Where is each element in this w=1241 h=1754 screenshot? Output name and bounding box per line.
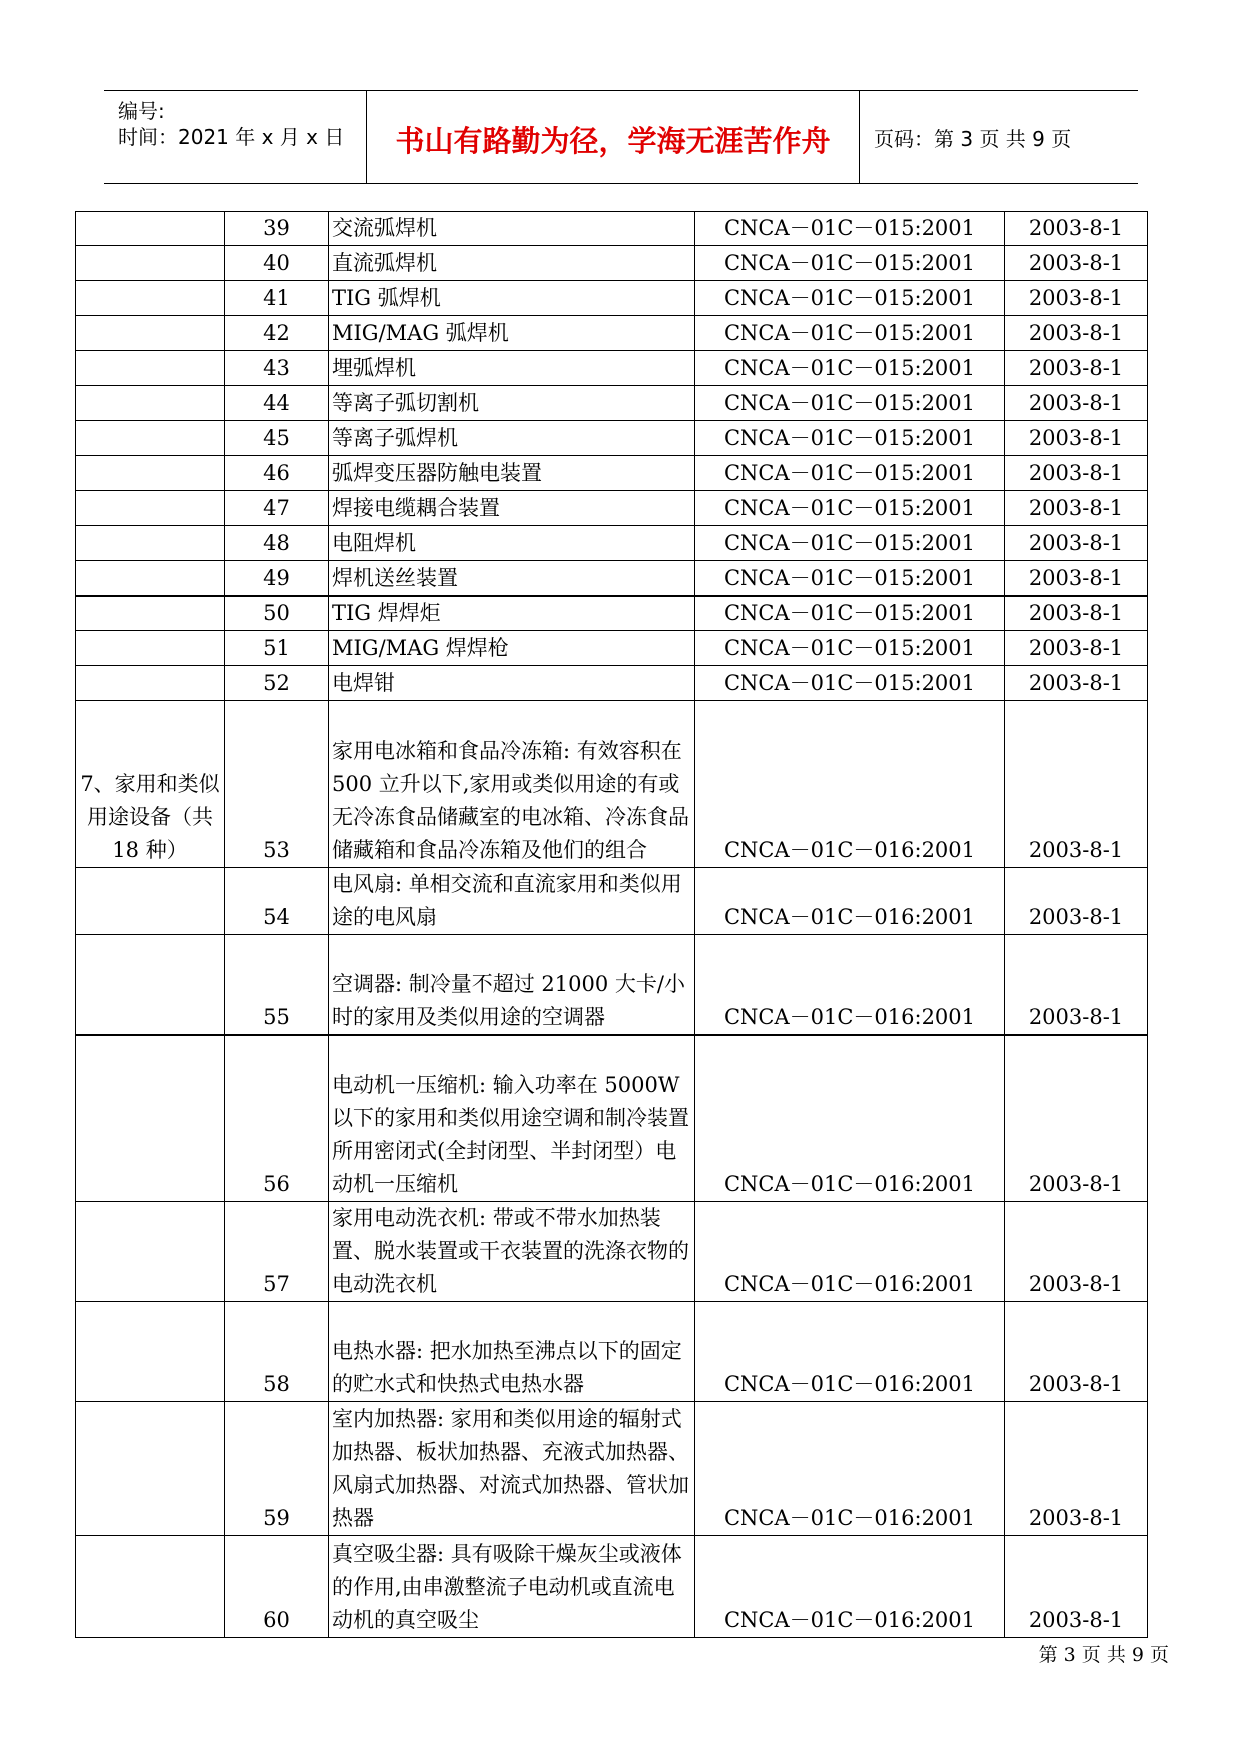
category-cell bbox=[76, 666, 225, 701]
standard-code-cell: CNCA－01C－016:2001 bbox=[695, 1035, 1005, 1202]
product-name-cell: 家用电冰箱和食品冷冻箱: 有效容积在 500 立升以下,家用或类似用途的有或无冷冻食品储藏室的电冰箱、冷冻食品储藏箱和食品冷冻箱及他们的组合 bbox=[329, 701, 695, 868]
effective-date-cell: 2003-8-1 bbox=[1005, 421, 1148, 456]
product-name-cell: 电阻焊机 bbox=[329, 526, 695, 561]
product-name-cell: TIG 焊焊炬 bbox=[329, 596, 695, 631]
page-header bbox=[104, 90, 1138, 184]
category-cell bbox=[76, 246, 225, 281]
table-row bbox=[76, 596, 1148, 631]
standard-code-cell: CNCA－01C－015:2001 bbox=[695, 666, 1005, 701]
product-name-cell: 室内加热器: 家用和类似用途的辐射式加热器、板状加热器、充液式加热器、风扇式加热器、对流式加热器、管状加热器 bbox=[329, 1402, 695, 1536]
item-number-cell: 48 bbox=[225, 526, 329, 561]
item-number-cell: 40 bbox=[225, 246, 329, 281]
item-number-cell: 52 bbox=[225, 666, 329, 701]
table-row bbox=[76, 561, 1148, 596]
effective-date-cell: 2003-8-1 bbox=[1005, 868, 1148, 935]
item-number-cell: 50 bbox=[225, 596, 329, 631]
item-number-cell: 45 bbox=[225, 421, 329, 456]
table-row bbox=[76, 281, 1148, 316]
item-number-cell: 43 bbox=[225, 351, 329, 386]
effective-date-cell: 2003-8-1 bbox=[1005, 212, 1148, 246]
product-name-cell: 等离子弧焊机 bbox=[329, 421, 695, 456]
standard-code-cell: CNCA－01C－015:2001 bbox=[695, 246, 1005, 281]
item-number-cell: 59 bbox=[225, 1402, 329, 1536]
product-name-cell: 家用电动洗衣机: 带或不带水加热装置、脱水装置或干衣装置的洗涤衣物的电动洗衣机 bbox=[329, 1202, 695, 1302]
category-cell bbox=[76, 351, 225, 386]
table-row bbox=[76, 935, 1148, 1035]
serial-label: 编号: bbox=[118, 99, 165, 123]
standard-code-cell: CNCA－01C－015:2001 bbox=[695, 351, 1005, 386]
product-name-cell: MIG/MAG 焊焊枪 bbox=[329, 631, 695, 666]
table-row bbox=[76, 526, 1148, 561]
category-cell bbox=[76, 456, 225, 491]
effective-date-cell: 2003-8-1 bbox=[1005, 456, 1148, 491]
standard-code-cell: CNCA－01C－016:2001 bbox=[695, 1536, 1005, 1638]
standard-code-cell: CNCA－01C－016:2001 bbox=[695, 935, 1005, 1035]
table-row bbox=[76, 351, 1148, 386]
standard-code-cell: CNCA－01C－015:2001 bbox=[695, 491, 1005, 526]
effective-date-cell: 2003-8-1 bbox=[1005, 1202, 1148, 1302]
standard-code-cell: CNCA－01C－015:2001 bbox=[695, 421, 1005, 456]
table-row bbox=[76, 1035, 1148, 1202]
item-number-cell: 47 bbox=[225, 491, 329, 526]
product-table bbox=[75, 211, 1148, 1638]
effective-date-cell: 2003-8-1 bbox=[1005, 666, 1148, 701]
page-footer: 第 3 页 共 9 页 bbox=[1038, 1644, 1169, 1666]
item-number-cell: 41 bbox=[225, 281, 329, 316]
product-name-cell: 直流弧焊机 bbox=[329, 246, 695, 281]
standard-code-cell: CNCA－01C－015:2001 bbox=[695, 631, 1005, 666]
category-cell bbox=[76, 281, 225, 316]
item-number-cell: 39 bbox=[225, 212, 329, 246]
effective-date-cell: 2003-8-1 bbox=[1005, 491, 1148, 526]
item-number-cell: 42 bbox=[225, 316, 329, 351]
header-motto-cell bbox=[367, 91, 860, 183]
effective-date-cell: 2003-8-1 bbox=[1005, 561, 1148, 596]
standard-code-cell: CNCA－01C－015:2001 bbox=[695, 316, 1005, 351]
table-row bbox=[76, 701, 1148, 868]
standard-code-cell: CNCA－01C－016:2001 bbox=[695, 701, 1005, 868]
standard-code-cell: CNCA－01C－015:2001 bbox=[695, 281, 1005, 316]
item-number-cell: 55 bbox=[225, 935, 329, 1035]
table-row bbox=[76, 491, 1148, 526]
table-row bbox=[76, 212, 1148, 246]
item-number-cell: 57 bbox=[225, 1202, 329, 1302]
item-number-cell: 46 bbox=[225, 456, 329, 491]
category-cell bbox=[76, 868, 225, 935]
page-info: 页码：第 3 页 共 9 页 bbox=[874, 127, 1072, 151]
motto-text: 书山有路勤为径，学海无涯苦作舟 bbox=[395, 124, 831, 158]
category-cell bbox=[76, 316, 225, 351]
product-table-body bbox=[76, 212, 1148, 1638]
product-name-cell: 电焊钳 bbox=[329, 666, 695, 701]
product-name-cell: 焊接电缆耦合装置 bbox=[329, 491, 695, 526]
product-name-cell: 等离子弧切割机 bbox=[329, 386, 695, 421]
standard-code-cell: CNCA－01C－015:2001 bbox=[695, 386, 1005, 421]
standard-code-cell: CNCA－01C－016:2001 bbox=[695, 1302, 1005, 1402]
category-cell bbox=[76, 596, 225, 631]
effective-date-cell: 2003-8-1 bbox=[1005, 316, 1148, 351]
table-row bbox=[76, 1536, 1148, 1638]
product-name-cell: MIG/MAG 弧焊机 bbox=[329, 316, 695, 351]
header-page-cell bbox=[860, 91, 1138, 183]
table-row bbox=[76, 1302, 1148, 1402]
effective-date-cell: 2003-8-1 bbox=[1005, 351, 1148, 386]
effective-date-cell: 2003-8-1 bbox=[1005, 1035, 1148, 1202]
category-cell bbox=[76, 935, 225, 1035]
effective-date-cell: 2003-8-1 bbox=[1005, 1536, 1148, 1638]
category-cell bbox=[76, 386, 225, 421]
standard-code-cell: CNCA－01C－016:2001 bbox=[695, 868, 1005, 935]
standard-code-cell: CNCA－01C－016:2001 bbox=[695, 1402, 1005, 1536]
table-row bbox=[76, 1402, 1148, 1536]
category-cell bbox=[76, 1536, 225, 1638]
category-cell bbox=[76, 1402, 225, 1536]
item-number-cell: 54 bbox=[225, 868, 329, 935]
product-name-cell: 弧焊变压器防触电装置 bbox=[329, 456, 695, 491]
item-number-cell: 56 bbox=[225, 1035, 329, 1202]
item-number-cell: 44 bbox=[225, 386, 329, 421]
category-cell bbox=[76, 1202, 225, 1302]
effective-date-cell: 2003-8-1 bbox=[1005, 281, 1148, 316]
product-name-cell: 焊机送丝装置 bbox=[329, 561, 695, 596]
product-name-cell: 空调器: 制冷量不超过 21000 大卡/小时的家用及类似用途的空调器 bbox=[329, 935, 695, 1035]
effective-date-cell: 2003-8-1 bbox=[1005, 935, 1148, 1035]
item-number-cell: 53 bbox=[225, 701, 329, 868]
category-cell bbox=[76, 1302, 225, 1402]
category-cell bbox=[76, 491, 225, 526]
table-row bbox=[76, 316, 1148, 351]
category-cell bbox=[76, 212, 225, 246]
product-name-cell: 电动机一压缩机: 输入功率在 5000W 以下的家用和类似用途空调和制冷装置所用密闭式(全封闭型、半封闭型）电动机一压缩机 bbox=[329, 1035, 695, 1202]
table-row bbox=[76, 1202, 1148, 1302]
table-row bbox=[76, 246, 1148, 281]
product-name-cell: 交流弧焊机 bbox=[329, 212, 695, 246]
standard-code-cell: CNCA－01C－015:2001 bbox=[695, 456, 1005, 491]
standard-code-cell: CNCA－01C－015:2001 bbox=[695, 596, 1005, 631]
item-number-cell: 58 bbox=[225, 1302, 329, 1402]
time-label: 时间：2021 年 x 月 x 日 bbox=[118, 125, 345, 149]
item-number-cell: 60 bbox=[225, 1536, 329, 1638]
effective-date-cell: 2003-8-1 bbox=[1005, 386, 1148, 421]
effective-date-cell: 2003-8-1 bbox=[1005, 1302, 1148, 1402]
table-row bbox=[76, 868, 1148, 935]
standard-code-cell: CNCA－01C－015:2001 bbox=[695, 561, 1005, 596]
effective-date-cell: 2003-8-1 bbox=[1005, 246, 1148, 281]
table-row bbox=[76, 631, 1148, 666]
standard-code-cell: CNCA－01C－015:2001 bbox=[695, 526, 1005, 561]
category-cell bbox=[76, 561, 225, 596]
effective-date-cell: 2003-8-1 bbox=[1005, 596, 1148, 631]
product-name-cell: 电热水器: 把水加热至沸点以下的固定的贮水式和快热式电热水器 bbox=[329, 1302, 695, 1402]
effective-date-cell: 2003-8-1 bbox=[1005, 526, 1148, 561]
table-row bbox=[76, 386, 1148, 421]
standard-code-cell: CNCA－01C－016:2001 bbox=[695, 1202, 1005, 1302]
effective-date-cell: 2003-8-1 bbox=[1005, 631, 1148, 666]
table-row bbox=[76, 421, 1148, 456]
table-row bbox=[76, 666, 1148, 701]
header-left-cell bbox=[104, 91, 367, 183]
effective-date-cell: 2003-8-1 bbox=[1005, 701, 1148, 868]
category-cell: 7、家用和类似用途设备（共 18 种） bbox=[76, 701, 225, 868]
item-number-cell: 49 bbox=[225, 561, 329, 596]
table-row bbox=[76, 456, 1148, 491]
category-cell bbox=[76, 421, 225, 456]
item-number-cell: 51 bbox=[225, 631, 329, 666]
standard-code-cell: CNCA－01C－015:2001 bbox=[695, 212, 1005, 246]
category-cell bbox=[76, 631, 225, 666]
product-name-cell: TIG 弧焊机 bbox=[329, 281, 695, 316]
category-cell bbox=[76, 1035, 225, 1202]
effective-date-cell: 2003-8-1 bbox=[1005, 1402, 1148, 1536]
product-name-cell: 埋弧焊机 bbox=[329, 351, 695, 386]
product-name-cell: 电风扇: 单相交流和直流家用和类似用途的电风扇 bbox=[329, 868, 695, 935]
category-cell bbox=[76, 526, 225, 561]
product-name-cell: 真空吸尘器: 具有吸除干燥灰尘或液体的作用,由串激整流子电动机或直流电动机的真空吸尘 bbox=[329, 1536, 695, 1638]
